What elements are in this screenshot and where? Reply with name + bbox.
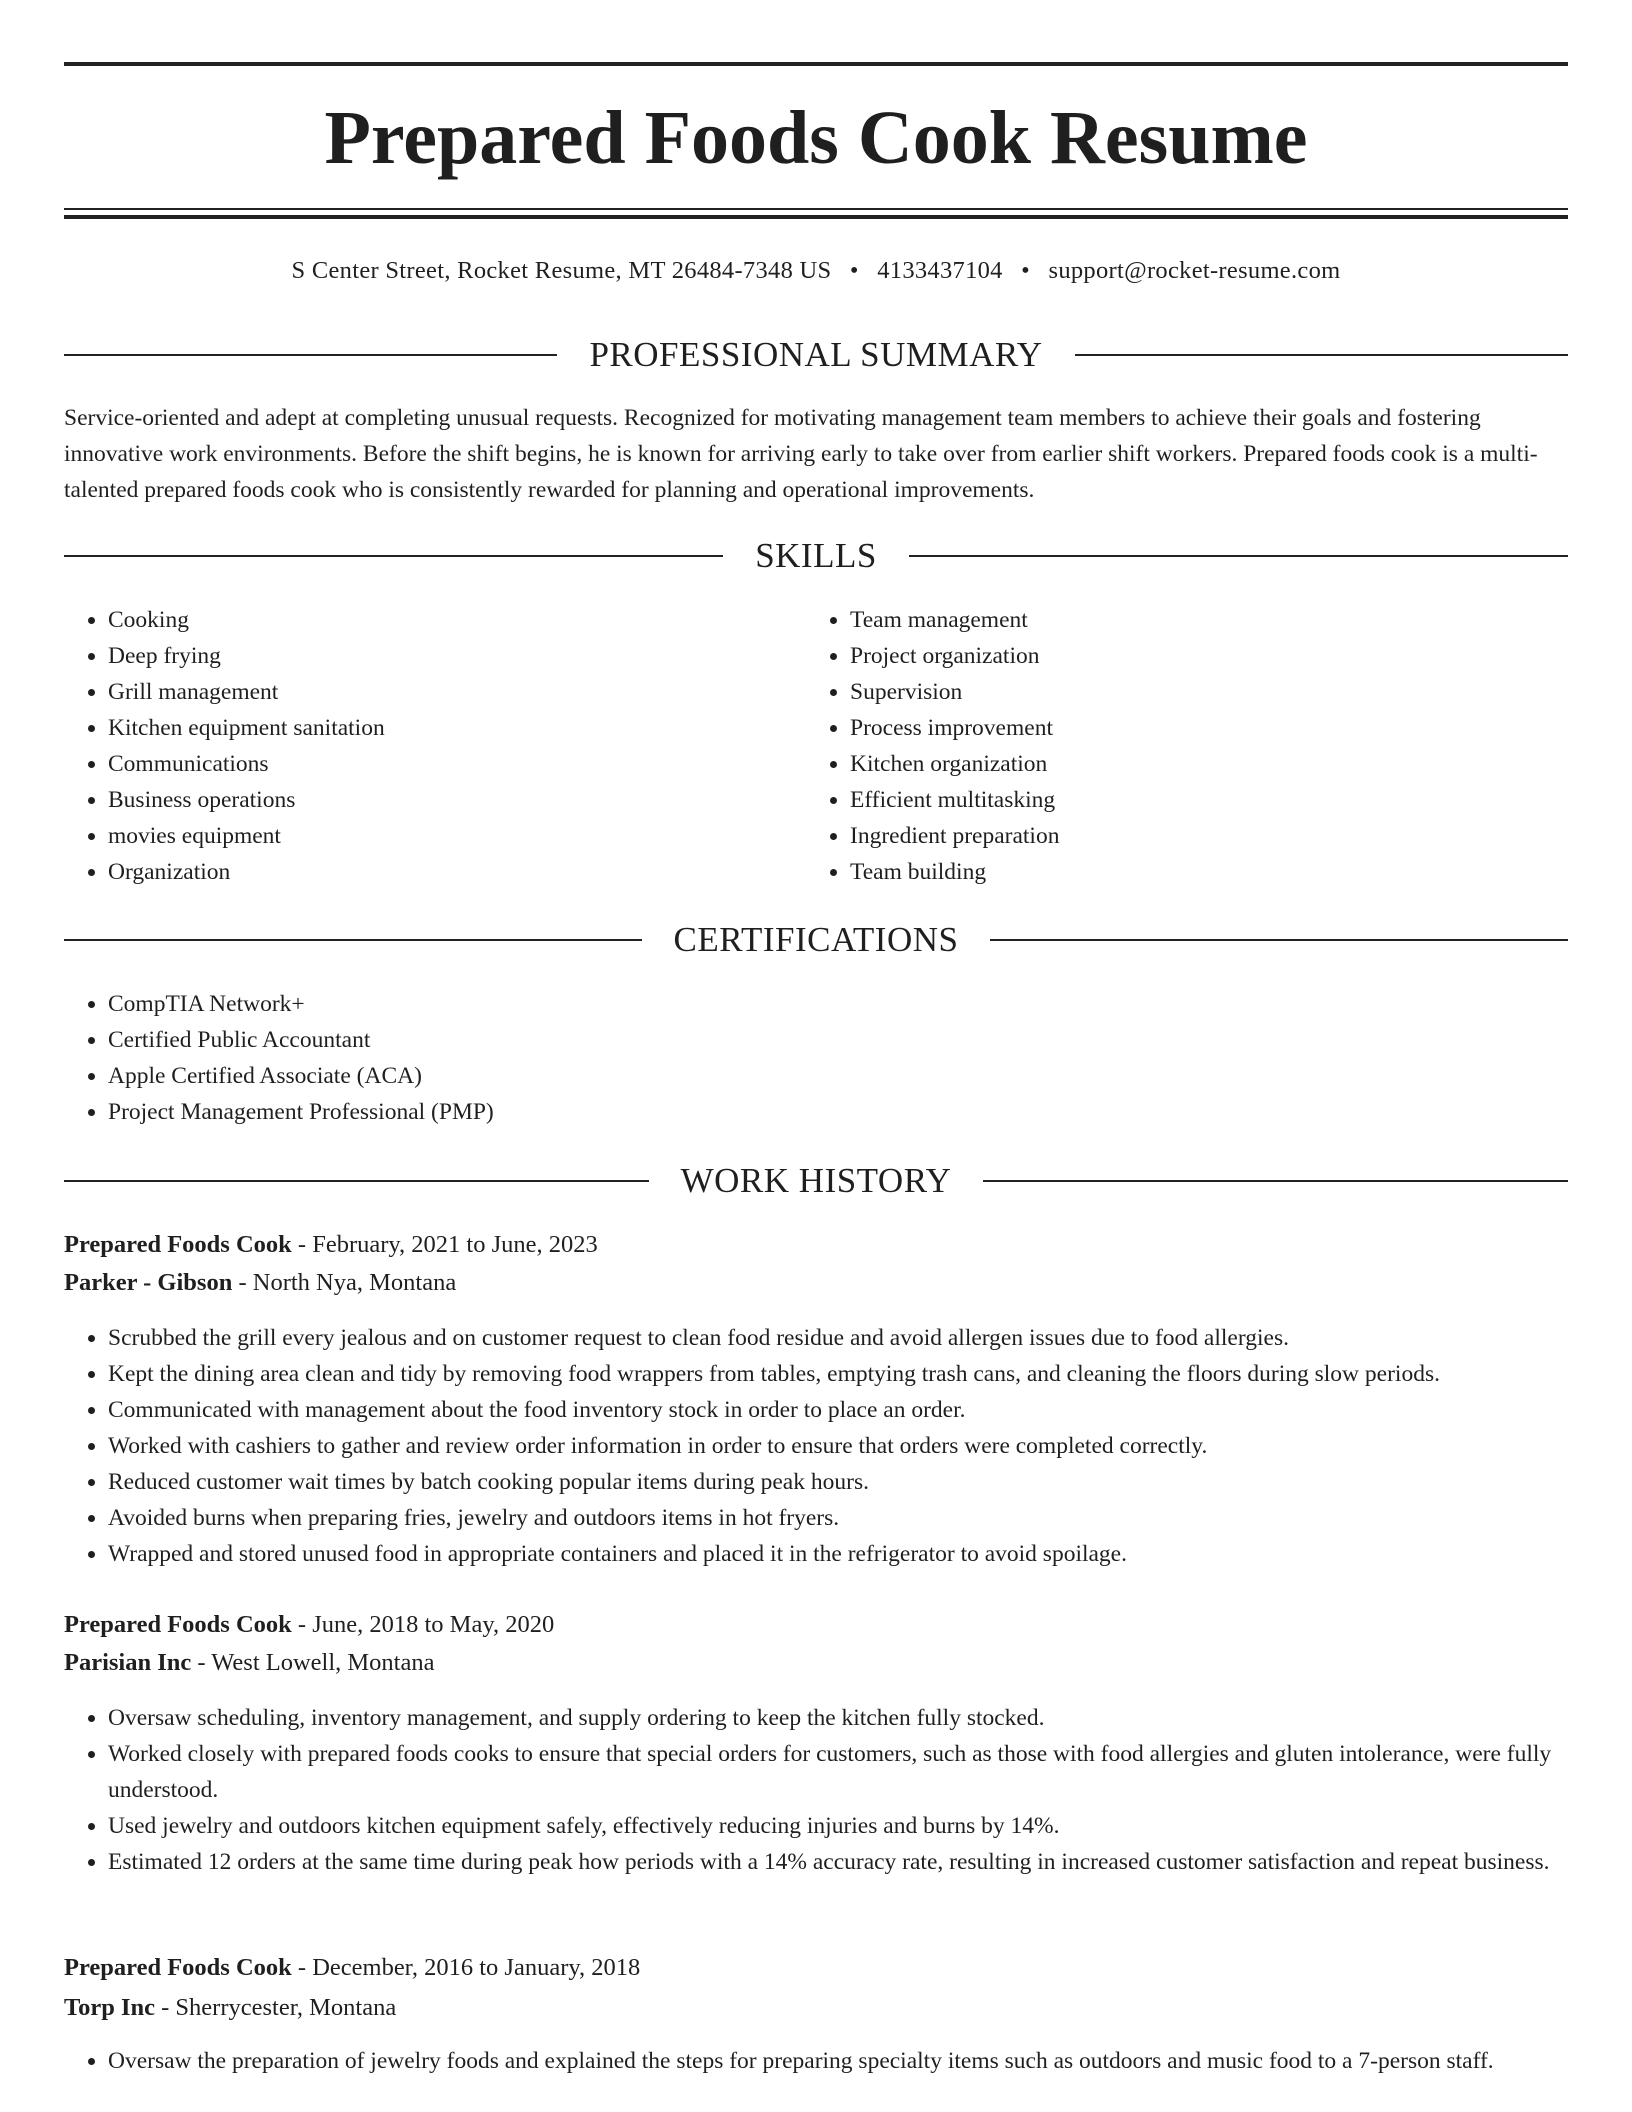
job-company: Parker - Gibson	[64, 1269, 233, 1296]
header-rule-upper	[64, 208, 1568, 210]
job-bullet: • Kept the dining area clean and tidy by removing food wrappers from tables, emptying trash cans, and cleaning the floors during slow periods.	[108, 1356, 1568, 1392]
section-divider	[983, 1180, 1568, 1182]
section-divider	[64, 555, 723, 557]
skill-item: • Communications	[108, 746, 808, 782]
certification-item: • Apple Certified Associate (ACA)	[108, 1058, 1568, 1094]
job-location: - West Lowell, Montana	[191, 1649, 435, 1676]
job-dates: - February, 2021 to June, 2023	[291, 1231, 598, 1258]
certification-item: • Certified Public Accountant	[108, 1022, 1568, 1058]
job-company-line	[64, 1990, 1568, 2026]
contact-line	[64, 254, 1568, 288]
skill-item: • Grill management	[108, 674, 808, 710]
job-company-line	[64, 1265, 1568, 1301]
job-bullet: • Communicated with management about the food inventory stock in order to place an order.	[108, 1392, 1568, 1428]
job-bullet: • Scrubbed the grill every jealous and on customer request to clean food residue and avoid allergen issues due to food allergies.	[108, 1320, 1568, 1356]
job-bullet: • Oversaw scheduling, inventory management, and supply ordering to keep the kitchen fully stocked.	[108, 1700, 1568, 1736]
contact-separator: •	[849, 257, 859, 284]
job-title-line	[64, 1607, 1568, 1643]
certifications-list	[64, 986, 1568, 1130]
skill-item: • Process improvement	[850, 710, 1550, 746]
section-header-certifications	[64, 920, 1568, 960]
job-bullets	[64, 1320, 1568, 1572]
job-bullet: • Worked with cashiers to gather and review order information in order to ensure that orders were completed correctly.	[108, 1428, 1568, 1464]
skill-item: • Efficient multitasking	[850, 782, 1550, 818]
contact-email: support@rocket-resume.com	[1048, 257, 1341, 284]
section-header-summary	[64, 335, 1568, 375]
skill-item: • Kitchen organization	[850, 746, 1550, 782]
skill-item: • Team management	[850, 602, 1550, 638]
contact-phone: 4133437104	[877, 257, 1003, 284]
skill-item: • Kitchen equipment sanitation	[108, 710, 808, 746]
contact-address: S Center Street, Rocket Resume, MT 26484-7348 US	[291, 257, 832, 284]
skill-item: • Cooking	[108, 602, 808, 638]
skill-item: • Organization	[108, 854, 808, 890]
section-divider	[64, 1180, 649, 1182]
section-header-skills	[64, 536, 1568, 576]
skill-item: • Ingredient preparation	[850, 818, 1550, 854]
job-bullet: • Wrapped and stored unused food in appropriate containers and placed it in the refrigerator to avoid spoilage.	[108, 1536, 1568, 1572]
job-dates: - December, 2016 to January, 2018	[291, 1954, 641, 1981]
job-bullet: • Oversaw the preparation of jewelry foods and explained the steps for preparing specialty items such as outdoors and music food to a 7-person staff.	[108, 2043, 1568, 2079]
job-bullets	[64, 1700, 1568, 1880]
section-divider	[990, 939, 1568, 941]
section-divider	[64, 939, 642, 941]
section-divider	[64, 354, 557, 356]
job-bullet: • Reduced customer wait times by batch cooking popular items during peak hours.	[108, 1464, 1568, 1500]
section-title: WORK HISTORY	[680, 1161, 952, 1200]
skill-item: • Supervision	[850, 674, 1550, 710]
job-location: - Sherrycester, Montana	[155, 1994, 397, 2021]
job-company: Torp Inc	[64, 1994, 156, 2021]
job-title-line	[64, 1950, 1568, 1986]
job-title: Prepared Foods Cook	[64, 1231, 292, 1258]
section-title: PROFESSIONAL SUMMARY	[589, 335, 1043, 374]
certification-item: • CompTIA Network+	[108, 986, 1568, 1022]
skill-item: • movies equipment	[108, 818, 808, 854]
job-dates: - June, 2018 to May, 2020	[291, 1611, 555, 1638]
header-rule-lower	[64, 215, 1568, 219]
section-divider	[1075, 354, 1568, 356]
contact-separator: •	[1021, 257, 1031, 284]
job-bullet: • Used jewelry and outdoors kitchen equipment safely, effectively reducing injuries and burns by 14%.	[108, 1808, 1568, 1844]
resume-title: Prepared Foods Cook Resume	[324, 96, 1308, 180]
skill-item: • Deep frying	[108, 638, 808, 674]
header-top-rule	[64, 62, 1568, 66]
job-bullets	[64, 2043, 1568, 2079]
summary-text: Service-oriented and adept at completing unusual requests. Recognized for motivating management team members to achieve their goals and fostering innovative work environments. Before the shift begins, he is known for arriving early to take over from earlier shift workers. Prepared foods cook is a multi-talented prepared foods cook who is consistently rewarded for planning and operational improvements.	[64, 405, 1538, 503]
skill-item: • Project organization	[850, 638, 1550, 674]
skill-item: • Business operations	[108, 782, 808, 818]
skills-list-right	[806, 602, 1550, 890]
section-title: CERTIFICATIONS	[673, 920, 959, 959]
job-title: Prepared Foods Cook	[64, 1954, 292, 1981]
job-bullet: • Worked closely with prepared foods cooks to ensure that special orders for customers, such as those with food allergies and gluten intolerance, were fully understood.	[108, 1736, 1568, 1808]
section-title: SKILLS	[755, 536, 877, 575]
skill-item: • Team building	[850, 854, 1550, 890]
section-header-work-history	[64, 1161, 1568, 1201]
job-company-line	[64, 1645, 1568, 1681]
certification-item: • Project Management Professional (PMP)	[108, 1094, 1568, 1130]
job-company: Parisian Inc	[64, 1649, 192, 1676]
section-divider	[909, 555, 1568, 557]
skills-list-left	[64, 602, 808, 890]
job-title-line	[64, 1227, 1568, 1263]
job-title: Prepared Foods Cook	[64, 1611, 292, 1638]
job-bullet: • Estimated 12 orders at the same time during peak how periods with a 14% accuracy rate, resulting in increased customer satisfaction and repeat business.	[108, 1844, 1568, 1880]
job-location: - North Nya, Montana	[232, 1269, 457, 1296]
job-bullet: • Avoided burns when preparing fries, jewelry and outdoors items in hot fryers.	[108, 1500, 1568, 1536]
